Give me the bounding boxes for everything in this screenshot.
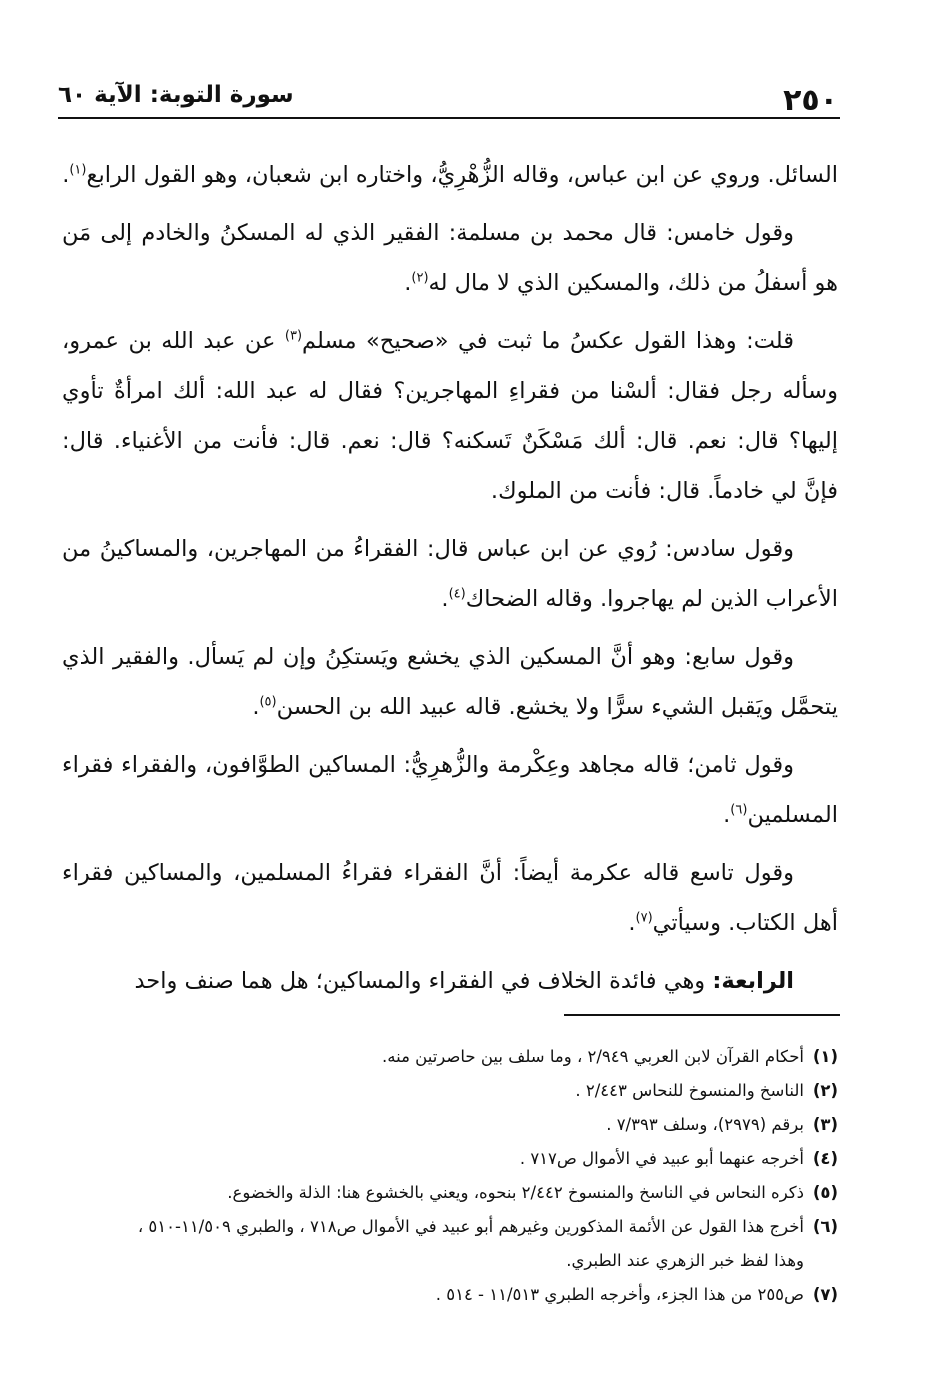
footnote-number: (٦) bbox=[812, 1217, 838, 1236]
footnote-number: (٢) bbox=[812, 1081, 838, 1100]
paragraph: وقول تاسع قاله عكرمة أيضاً: أنَّ الفقراء فقراءُ المسلمين، والمساكين فقراء أهل الكتاب. وسيأتي$^{(٧)}$. bbox=[62, 860, 838, 936]
footnote-number: (٥) bbox=[812, 1183, 838, 1202]
footnote-number: (٤) bbox=[812, 1149, 838, 1168]
footnotes bbox=[60, 1040, 838, 1312]
paragraph: وقول سادس: رُوي عن ابن عباس قال: الفقراءُ من المهاجرين، والمساكينُ من الأعراب الذين لم يهاجروا. وقاله الضحاك$^{(٤)}$. bbox=[62, 536, 838, 612]
header-divider bbox=[58, 117, 840, 119]
page-header bbox=[58, 70, 840, 116]
running-title: سورة التوبة: الآية ٦٠ bbox=[58, 82, 294, 108]
paragraph: وقول سابع: وهو أنَّ المسكين الذي يخشع ويَستكِنُ وإن لم يَسأل. والفقير الذي يتحمَّل ويَقبل الشيء سرًّا ولا يخشع. قاله عبيد الله بن الحسن$^{(٥)}$. bbox=[62, 644, 838, 720]
footnote: (٦)أخرج هذا القول عن الأئمة المذكورين وغيرهم أبو عبيد في الأموال ص٧١٨ ، والطبري ١١/٥٠٩-٥١٠ ، bbox=[60, 1210, 838, 1244]
footnote-ref: (٧) bbox=[635, 910, 653, 926]
footnote-number: (١) bbox=[812, 1047, 838, 1066]
main-text bbox=[62, 150, 838, 1006]
paragraph: قلت: وهذا القول عكسُ ما ثبت في «صحيح» مسلم$^{(٣)}$ عن عبد الله بن عمرو، وسأله رجل فقال: ألسْنا من فقراءِ المهاجرين؟ فقال له عبد الله: ألك امرأةٌ تأوي إليها؟ قال: نعم. قال: ألك مَسْكَنٌ تَسكنه؟ قال: نعم. قال: فأنت من الأغنياء. قال: فإنَّ لي خادماً. قال: فأنت من الملوك. bbox=[62, 328, 838, 504]
footnote-ref: (٢) bbox=[411, 270, 429, 286]
paragraph: الرابعة: وهي فائدة الخلاف في الفقراء والمساكين؛ هل هما صنف واحد bbox=[134, 968, 794, 994]
footnote: (٥)ذكره النحاس في الناسخ والمنسوخ ٢/٤٤٢ بنحوه، ويعني بالخشوع هنا: الذلة والخضوع. bbox=[60, 1176, 838, 1210]
footnote-ref: (٦) bbox=[730, 802, 748, 818]
footnote: (٧)ص٢٥٥ من هذا الجزء، وأخرجه الطبري ١١/٥١٣ - ٥١٤ . bbox=[60, 1278, 838, 1312]
footnote-ref: (٤) bbox=[448, 586, 466, 602]
footnote-ref: (٣) bbox=[284, 328, 303, 344]
footnote: (٣)برقم (٢٩٧٩)، وسلف ٧/٣٩٣ . bbox=[60, 1108, 838, 1142]
footnote: (١)أحكام القرآن لابن العربي ٢/٩٤٩ ، وما سلف بين حاصرتين منه. bbox=[60, 1040, 838, 1074]
page-number: ٢٥٠ bbox=[783, 83, 838, 118]
section-lead: الرابعة: bbox=[712, 968, 794, 994]
footnote-divider bbox=[564, 1014, 840, 1016]
paragraph: السائل. وروي عن ابن عباس، وقاله الزُّهْرِيُّ، واختاره ابن شعبان، وهو القول الرابع$^{(١)}$. bbox=[62, 162, 838, 188]
footnote: (٢)الناسخ والمنسوخ للنحاس ٢/٤٤٣ . bbox=[60, 1074, 838, 1108]
footnote-ref: (١) bbox=[69, 162, 87, 178]
paragraph: وقول ثامن؛ قاله مجاهد وعِكْرمة والزُّهرِيُّ: المساكين الطوَّافون، والفقراء فقراء المسلمين$^{(٦)}$. bbox=[62, 752, 838, 828]
footnote-continuation: وهذا لفظ خبر الزهري عند الطبري. bbox=[566, 1251, 804, 1270]
footnote-ref: (٥) bbox=[259, 694, 277, 710]
footnote: (٤)أخرجه عنهما أبو عبيد في الأموال ص٧١٧ . bbox=[60, 1142, 838, 1176]
footnote-number: (٣) bbox=[812, 1115, 838, 1134]
footnote-number: (٧) bbox=[812, 1285, 838, 1304]
paragraph: وقول خامس: قال محمد بن مسلمة: الفقير الذي له المسكنُ والخادم إلى مَن هو أسفلُ من ذلك، والمسكين الذي لا مال له$^{(٢)}$. bbox=[62, 220, 838, 296]
